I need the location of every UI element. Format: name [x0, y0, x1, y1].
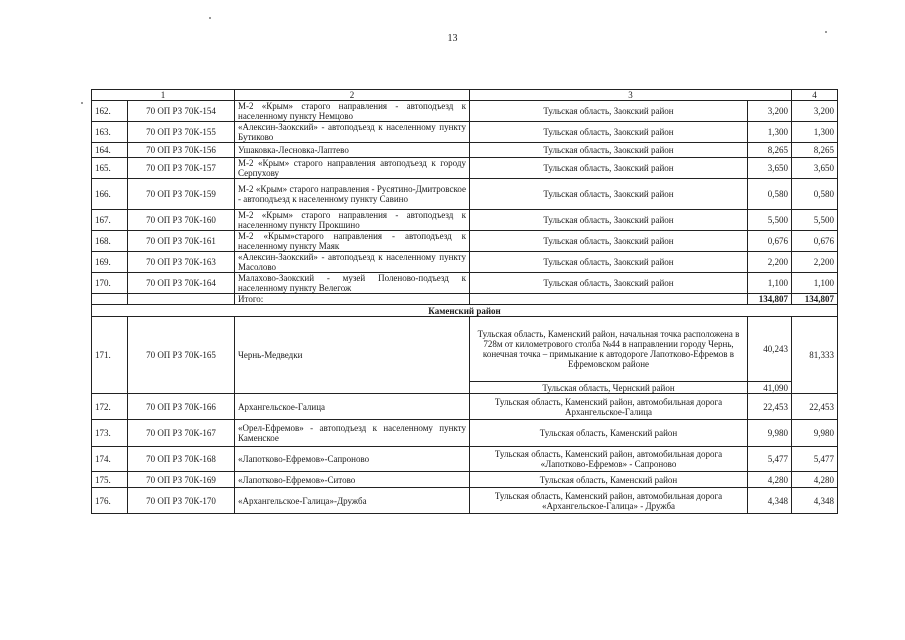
row-number: 162.	[92, 101, 128, 122]
row-number: 172.	[92, 394, 128, 420]
road-name: Архангельское-Галица	[235, 394, 470, 420]
column-header-2: 2	[235, 90, 470, 101]
district-row	[92, 305, 838, 317]
road-name: «Лапотково-Ефремов»-Сапроново	[235, 447, 470, 472]
road-location: Тульская область, Заокский район	[470, 122, 748, 143]
table-header-row	[92, 90, 838, 101]
empty-cell	[470, 294, 748, 305]
row-number: 163.	[92, 122, 128, 143]
table-row	[92, 420, 838, 447]
length-total: 8,265	[792, 143, 838, 158]
length-total: 22,453	[792, 394, 838, 420]
length-total: 4,348	[792, 488, 838, 514]
length-value: 3,650	[748, 158, 792, 179]
table-row	[92, 158, 838, 179]
table-row	[92, 472, 838, 488]
length-total: 4,280	[792, 472, 838, 488]
road-code: 70 ОП РЗ 70К-161	[128, 231, 235, 252]
road-code: 70 ОП РЗ 70К-164	[128, 273, 235, 294]
road-code: 70 ОП РЗ 70К-170	[128, 488, 235, 514]
road-code: 70 ОП РЗ 70К-165	[128, 317, 235, 394]
column-header-1: 1	[92, 90, 235, 101]
length-value: 4,348	[748, 488, 792, 514]
road-code: 70 ОП РЗ 70К-160	[128, 210, 235, 231]
length-value: 2,200	[748, 252, 792, 273]
row-number: 168.	[92, 231, 128, 252]
road-code: 70 ОП РЗ 70К-169	[128, 472, 235, 488]
total-label: Итого:	[235, 294, 470, 305]
length-total: 5,477	[792, 447, 838, 472]
length-total: 2,200	[792, 252, 838, 273]
road-location: Тульская область, Заокский район	[470, 210, 748, 231]
road-name: Чернь-Медведки	[235, 317, 470, 394]
table-row	[92, 317, 838, 382]
scan-speck	[209, 17, 211, 19]
table-row	[92, 447, 838, 472]
road-code: 70 ОП РЗ 70К-163	[128, 252, 235, 273]
road-code: 70 ОП РЗ 70К-159	[128, 179, 235, 210]
road-name: «Архангельское-Галица»-Дружба	[235, 488, 470, 514]
row-number: 176.	[92, 488, 128, 514]
road-name: «Алексин-Заокский» - автоподъезд к населенному пункту Масолово	[235, 252, 470, 273]
row-number: 175.	[92, 472, 128, 488]
road-code: 70 ОП РЗ 70К-156	[128, 143, 235, 158]
length-value: 3,200	[748, 101, 792, 122]
length-total: 1,300	[792, 122, 838, 143]
road-location: Тульская область, Каменский район	[470, 472, 748, 488]
road-location: Тульская область, Каменский район	[470, 420, 748, 447]
length-value: 4,280	[748, 472, 792, 488]
road-name: М-2 «Крым» старого направления - автоподъезд к населенному пункту Немцово	[235, 101, 470, 122]
total-row	[92, 294, 838, 305]
table-row	[92, 252, 838, 273]
row-number: 165.	[92, 158, 128, 179]
road-name: «Лапотково-Ефремов»-Ситово	[235, 472, 470, 488]
row-number: 167.	[92, 210, 128, 231]
road-location: Тульская область, Заокский район	[470, 273, 748, 294]
table-row	[92, 231, 838, 252]
row-number: 173.	[92, 420, 128, 447]
road-code: 70 ОП РЗ 70К-168	[128, 447, 235, 472]
table-row	[92, 143, 838, 158]
table-row	[92, 210, 838, 231]
length-total: 1,100	[792, 273, 838, 294]
road-location: Тульская область, Чернский район	[470, 382, 748, 394]
road-location: Тульская область, Каменский район, автомобильная дорога «Лапотково-Ефремов» - Сапроново	[470, 447, 748, 472]
column-header-3: 3	[470, 90, 792, 101]
empty-cell	[128, 294, 235, 305]
length-value: 1,300	[748, 122, 792, 143]
road-location: Тульская область, Заокский район	[470, 158, 748, 179]
length-total: 5,500	[792, 210, 838, 231]
length-total: 3,650	[792, 158, 838, 179]
page-number: 13	[447, 33, 458, 44]
road-location: Тульская область, Заокский район	[470, 179, 748, 210]
length-value: 0,580	[748, 179, 792, 210]
road-location: Тульская область, Каменский район, автомобильная дорога «Архангельское-Галица» - Дружба	[470, 488, 748, 514]
roads-table	[91, 89, 838, 514]
road-code: 70 ОП РЗ 70К-155	[128, 122, 235, 143]
road-name: М-2 «Крым» старого направления - автоподъезд к населенному пункту Прокшино	[235, 210, 470, 231]
scan-speck	[81, 102, 83, 104]
road-location: Тульская область, Заокский район	[470, 252, 748, 273]
road-location: Тульская область, Заокский район	[470, 231, 748, 252]
table-row	[92, 101, 838, 122]
road-name: «Орел-Ефремов» - автоподъезд к населенному пункту Каменское	[235, 420, 470, 447]
table-row	[92, 488, 838, 514]
road-location: Тульская область, Заокский район	[470, 101, 748, 122]
row-number: 171.	[92, 317, 128, 394]
length-value: 22,453	[748, 394, 792, 420]
length-value: 9,980	[748, 420, 792, 447]
road-name: Малахово-Заокский - музей Поленово-подъезд к населенному пункту Велегож	[235, 273, 470, 294]
length-value: 41,090	[748, 382, 792, 394]
row-number: 169.	[92, 252, 128, 273]
road-name: Ушаковка-Лесновка-Лаптево	[235, 143, 470, 158]
road-location: Тульская область, Заокский район	[470, 143, 748, 158]
length-value: 5,477	[748, 447, 792, 472]
empty-cell	[92, 294, 128, 305]
road-code: 70 ОП РЗ 70К-154	[128, 101, 235, 122]
district-title: Каменский район	[92, 305, 838, 317]
length-value: 0,676	[748, 231, 792, 252]
row-number: 164.	[92, 143, 128, 158]
road-code: 70 ОП РЗ 70К-166	[128, 394, 235, 420]
length-total: 0,676	[792, 231, 838, 252]
row-number: 166.	[92, 179, 128, 210]
length-value: 1,100	[748, 273, 792, 294]
road-name: «Алексин-Заокский» - автоподъезд к населенному пункту Бутиково	[235, 122, 470, 143]
table-row	[92, 273, 838, 294]
table-row	[92, 394, 838, 420]
length-total: 9,980	[792, 420, 838, 447]
length-total: 3,200	[792, 101, 838, 122]
scan-speck	[825, 31, 827, 33]
road-name: М-2 «Крым» старого направления - Русятино-Дмитровское - автоподъезд к населенному пункту Савино	[235, 179, 470, 210]
table-row	[92, 122, 838, 143]
length-value: 5,500	[748, 210, 792, 231]
road-location: Тульская область, Каменский район, автомобильная дорога Архангельское-Галица	[470, 394, 748, 420]
length-value: 8,265	[748, 143, 792, 158]
total-sum: 134,807	[792, 294, 838, 305]
length-total: 81,333	[792, 317, 838, 394]
length-value: 40,243	[748, 317, 792, 382]
row-number: 170.	[92, 273, 128, 294]
road-code: 70 ОП РЗ 70К-157	[128, 158, 235, 179]
road-location: Тульская область, Каменский район, начальная точка расположена в 728м от километрового столба №44 в направлении городу Чернь, конечная точка – примыкание к автодороге Лапотково-Ефремов в Ефремовском районе	[470, 317, 748, 382]
column-header-4: 4	[792, 90, 838, 101]
road-name: М-2 «Крым»старого направления - автоподъезд к населенному пункту Маяк	[235, 231, 470, 252]
total-value: 134,807	[748, 294, 792, 305]
row-number: 174.	[92, 447, 128, 472]
road-name: М-2 «Крым» старого направления автоподъезд к городу Серпухову	[235, 158, 470, 179]
table-row	[92, 179, 838, 210]
road-code: 70 ОП РЗ 70К-167	[128, 420, 235, 447]
length-total: 0,580	[792, 179, 838, 210]
